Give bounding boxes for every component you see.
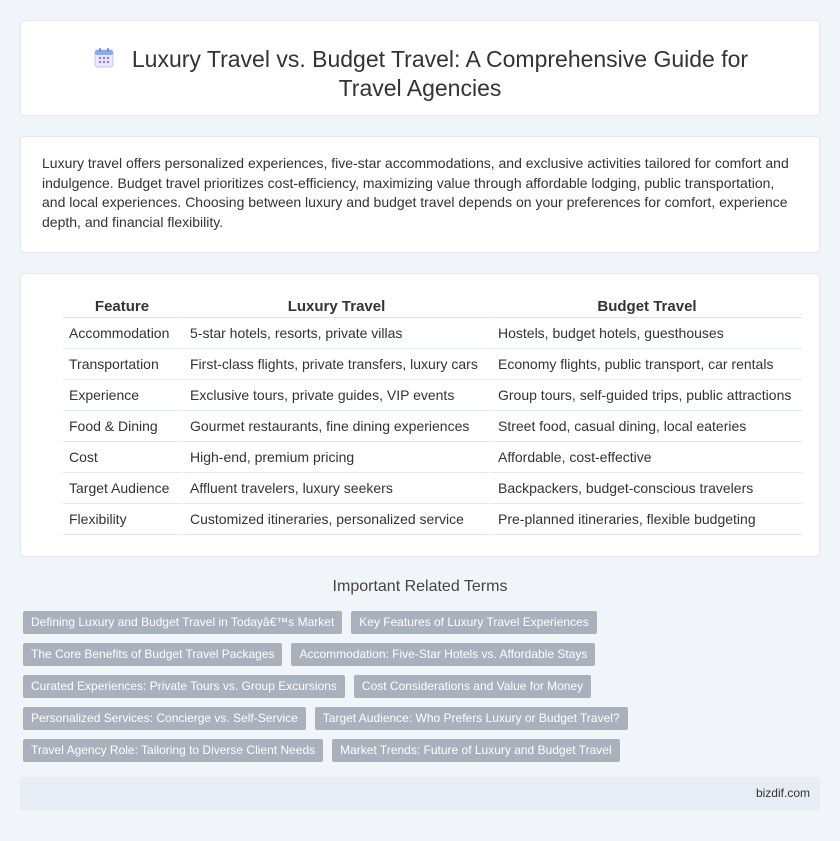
table-row <box>63 442 802 473</box>
related-term-tag[interactable]: Personalized Services: Concierge vs. Self-Service <box>23 707 306 730</box>
comparison-table <box>63 296 802 535</box>
luxury-cell: High-end, premium pricing <box>181 442 489 473</box>
table-row <box>63 380 802 411</box>
related-term-tag[interactable]: Defining Luxury and Budget Travel in Todayâ€™s Market <box>23 611 342 634</box>
tag-row <box>23 675 633 698</box>
table-row <box>63 349 802 380</box>
luxury-cell: Gourmet restaurants, fine dining experiences <box>181 411 489 442</box>
budget-cell: Affordable, cost-effective <box>489 442 802 473</box>
related-term-tag[interactable]: Travel Agency Role: Tailoring to Diverse Client Needs <box>23 739 323 762</box>
budget-cell: Hostels, budget hotels, guesthouses <box>489 318 802 349</box>
table-row <box>63 318 802 349</box>
table-row <box>63 504 802 535</box>
luxury-cell: 5-star hotels, resorts, private villas <box>181 318 489 349</box>
calendar-icon <box>92 46 116 70</box>
tag-row <box>23 707 633 730</box>
intro-card <box>20 136 820 253</box>
tag-row <box>23 739 633 762</box>
related-terms-list <box>23 611 633 771</box>
header-budget: Budget Travel <box>489 296 802 318</box>
luxury-cell: Customized itineraries, personalized service <box>181 504 489 535</box>
table-row <box>63 411 802 442</box>
feature-cell: Flexibility <box>63 504 181 535</box>
related-term-tag[interactable]: Accommodation: Five-Star Hotels vs. Affordable Stays <box>291 643 595 666</box>
feature-cell: Transportation <box>63 349 181 380</box>
intro-paragraph: Luxury travel offers personalized experiences, five-star accommodations, and exclusive activities tailored for comfort and indulgence. Budget travel prioritizes cost-efficiency, maximizing value through affordable lodging, public transportation, and local experiences. Choosing between luxury and budget travel depends on your preferences for comfort, experience depth, and financial flexibility. <box>42 155 789 230</box>
footer <box>20 777 820 810</box>
related-term-tag[interactable]: The Core Benefits of Budget Travel Packages <box>23 643 282 666</box>
luxury-cell: Exclusive tours, private guides, VIP events <box>181 380 489 411</box>
feature-cell: Food & Dining <box>63 411 181 442</box>
budget-cell: Group tours, self-guided trips, public attractions <box>489 380 802 411</box>
luxury-cell: Affluent travelers, luxury seekers <box>181 473 489 504</box>
feature-cell: Target Audience <box>63 473 181 504</box>
related-term-tag[interactable]: Cost Considerations and Value for Money <box>354 675 591 698</box>
related-term-tag[interactable]: Key Features of Luxury Travel Experiences <box>351 611 596 634</box>
related-term-tag[interactable]: Curated Experiences: Private Tours vs. Group Excursions <box>23 675 345 698</box>
budget-cell: Street food, casual dining, local eateries <box>489 411 802 442</box>
title-card <box>20 20 820 116</box>
budget-cell: Backpackers, budget-conscious travelers <box>489 473 802 504</box>
header-luxury: Luxury Travel <box>181 296 489 318</box>
tag-row <box>23 611 633 634</box>
table-row <box>63 473 802 504</box>
footer-site-link[interactable]: bizdif.com <box>755 786 810 800</box>
page-title-wrap <box>21 45 819 103</box>
page-title: Luxury Travel vs. Budget Travel: A Comprehensive Guide for Travel Agencies <box>131 46 749 101</box>
luxury-cell: First-class flights, private transfers, luxury cars <box>181 349 489 380</box>
feature-cell: Cost <box>63 442 181 473</box>
header-feature: Feature <box>63 296 181 318</box>
table-header-row <box>63 296 802 318</box>
budget-cell: Pre-planned itineraries, flexible budgeting <box>489 504 802 535</box>
feature-cell: Experience <box>63 380 181 411</box>
budget-cell: Economy flights, public transport, car rentals <box>489 349 802 380</box>
tag-row <box>23 643 633 666</box>
related-terms-heading: Important Related Terms <box>332 578 508 595</box>
feature-cell: Accommodation <box>63 318 181 349</box>
related-term-tag[interactable]: Market Trends: Future of Luxury and Budget Travel <box>332 739 619 762</box>
related-term-tag[interactable]: Target Audience: Who Prefers Luxury or Budget Travel? <box>315 707 628 730</box>
comparison-card <box>20 273 820 557</box>
